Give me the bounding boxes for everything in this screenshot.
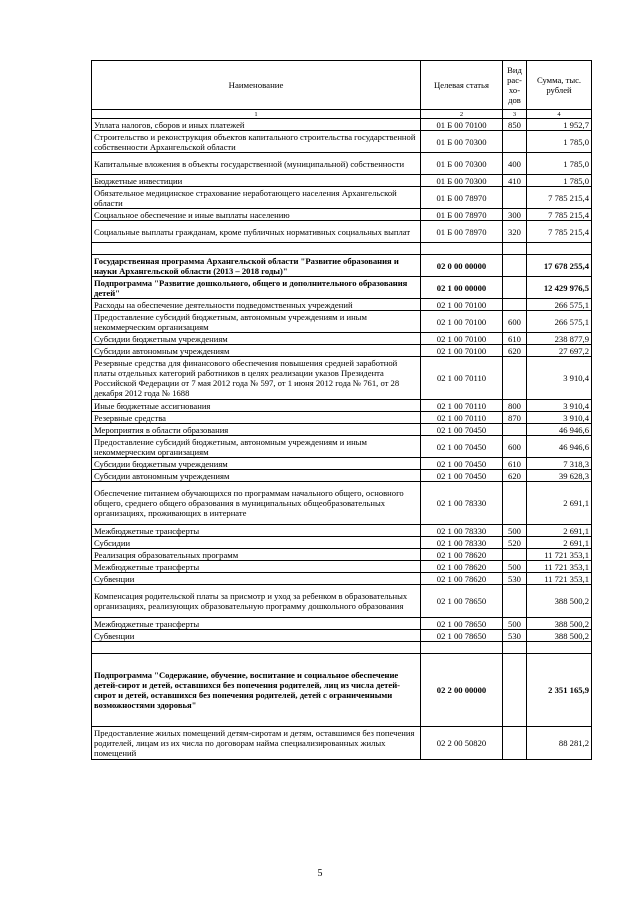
cell-sum: 266 575,1 (527, 311, 592, 333)
cell-sum: 3 910,4 (527, 400, 592, 412)
cell-name: Социальное обеспечение и иные выплаты населению (92, 209, 421, 221)
cell-name: Иные бюджетные ассигнования (92, 400, 421, 412)
cell-code: 02 2 00 00000 (421, 654, 503, 727)
cell-name (92, 642, 421, 654)
table-row (92, 209, 592, 221)
cell-code: 02 1 00 78650 (421, 585, 503, 618)
cell-code: 02 1 00 78620 (421, 573, 503, 585)
cell-sum: 7 785 215,4 (527, 209, 592, 221)
cell-sum: 7 785 215,4 (527, 221, 592, 243)
cell-vid: 500 (503, 561, 527, 573)
cell-sum: 7 318,3 (527, 458, 592, 470)
cell-name: Обеспечение питанием обучающихся по программам начального общего, основного общего, среднего общего образования в муниципальных общеобразовательных организациях, проживающих в интернате (92, 482, 421, 525)
cell-name: Уплата налогов, сборов и иных платежей (92, 119, 421, 131)
cell-vid (503, 482, 527, 525)
table-row (92, 333, 592, 345)
cell-code: 02 2 00 50820 (421, 727, 503, 760)
table-header-row (92, 61, 592, 110)
table-row (92, 221, 592, 243)
cell-code: 02 1 00 78620 (421, 549, 503, 561)
cell-code: 01 Б 00 70100 (421, 119, 503, 131)
table-row (92, 131, 592, 153)
cell-code: 02 1 00 70450 (421, 424, 503, 436)
cell-sum: 266 575,1 (527, 299, 592, 311)
header-code: Целевая статья (421, 61, 503, 110)
table-row (92, 654, 592, 727)
cell-vid: 610 (503, 333, 527, 345)
cell-sum: 3 910,4 (527, 357, 592, 400)
cell-name: Субсидии автономным учреждениям (92, 470, 421, 482)
cell-code: 01 Б 00 78970 (421, 209, 503, 221)
cell-name: Строительство и реконструкция объектов капитального строительства государственной собственности Архангельской области (92, 131, 421, 153)
cell-code: 02 1 00 70450 (421, 470, 503, 482)
cell-code: 02 1 00 70110 (421, 412, 503, 424)
cell-vid (503, 424, 527, 436)
cell-vid (503, 727, 527, 760)
cell-code (421, 243, 503, 255)
cell-code: 02 0 00 00000 (421, 255, 503, 277)
cell-vid (503, 243, 527, 255)
cell-code (421, 642, 503, 654)
cell-vid (503, 549, 527, 561)
cell-code: 01 Б 00 70300 (421, 131, 503, 153)
cell-vid: 300 (503, 209, 527, 221)
cell-vid: 530 (503, 573, 527, 585)
page-number: 5 (317, 868, 323, 879)
table-row (92, 727, 592, 760)
cell-sum: 2 691,1 (527, 537, 592, 549)
cell-name: Субсидии (92, 537, 421, 549)
cell-name: Субсидии бюджетным учреждениям (92, 333, 421, 345)
cell-vid: 600 (503, 436, 527, 458)
table-row (92, 357, 592, 400)
cell-code: 02 1 00 78330 (421, 525, 503, 537)
cell-code: 01 Б 00 70300 (421, 175, 503, 187)
table-row (92, 549, 592, 561)
budget-table (91, 60, 592, 760)
table-row (92, 458, 592, 470)
table-row (92, 573, 592, 585)
column-index: 4 (527, 110, 592, 119)
cell-name: Межбюджетные трансферты (92, 525, 421, 537)
cell-sum: 1 785,0 (527, 131, 592, 153)
cell-sum: 27 697,2 (527, 345, 592, 357)
cell-name: Резервные средства для финансового обеспечения повышения средней заработной платы отдельных категорий работников в целях реализации указов Президента Российской Федерации от 7 мая 2012 года № 597, от 1 июня 2012 года № 761, от 28 декабря 2012 года № 1688 (92, 357, 421, 400)
cell-name: Субсидии бюджетным учреждениям (92, 458, 421, 470)
cell-sum: 388 500,2 (527, 585, 592, 618)
cell-sum: 11 721 353,1 (527, 549, 592, 561)
table-row (92, 618, 592, 630)
cell-code: 02 1 00 78330 (421, 482, 503, 525)
cell-vid: 410 (503, 175, 527, 187)
table-row (92, 175, 592, 187)
cell-code: 01 Б 00 78970 (421, 221, 503, 243)
cell-name: Капитальные вложения в объекты государственной (муниципальной) собственности (92, 153, 421, 175)
cell-sum: 1 785,0 (527, 175, 592, 187)
cell-code: 02 1 00 70100 (421, 299, 503, 311)
table-row (92, 277, 592, 299)
cell-name: Социальные выплаты гражданам, кроме публичных нормативных социальных выплат (92, 221, 421, 243)
cell-vid: 520 (503, 537, 527, 549)
table-row (92, 630, 592, 642)
cell-sum: 388 500,2 (527, 630, 592, 642)
header-name: Наименование (92, 61, 421, 110)
cell-sum: 1 952,7 (527, 119, 592, 131)
cell-vid (503, 654, 527, 727)
cell-vid: 620 (503, 470, 527, 482)
table-row (92, 187, 592, 209)
cell-sum: 11 721 353,1 (527, 573, 592, 585)
table-row (92, 424, 592, 436)
cell-name: Реализация образовательных программ (92, 549, 421, 561)
cell-vid: 530 (503, 630, 527, 642)
cell-vid: 500 (503, 618, 527, 630)
cell-sum: 7 785 215,4 (527, 187, 592, 209)
cell-name: Обязательное медицинское страхование неработающего населения Архангельской области (92, 187, 421, 209)
table-row (92, 482, 592, 525)
cell-code: 02 1 00 70100 (421, 345, 503, 357)
cell-sum: 39 628,3 (527, 470, 592, 482)
table-row (92, 525, 592, 537)
cell-code: 02 1 00 78650 (421, 630, 503, 642)
cell-code: 02 1 00 00000 (421, 277, 503, 299)
column-index: 1 (92, 110, 421, 119)
cell-vid (503, 255, 527, 277)
cell-name: Межбюджетные трансферты (92, 618, 421, 630)
cell-vid: 400 (503, 153, 527, 175)
cell-sum: 12 429 976,5 (527, 277, 592, 299)
cell-name: Межбюджетные трансферты (92, 561, 421, 573)
cell-vid (503, 585, 527, 618)
cell-name: Предоставление жилых помещений детям-сиротам и детям, оставшимся без попечения родителей, лицам из их числа по договорам найма специализированных жилых помещений (92, 727, 421, 760)
cell-name: Мероприятия в области образования (92, 424, 421, 436)
cell-sum (527, 642, 592, 654)
cell-name: Подпрограмма "Развитие дошкольного, общего и дополнительного образования детей" (92, 277, 421, 299)
cell-vid (503, 187, 527, 209)
cell-code: 02 1 00 70450 (421, 458, 503, 470)
cell-name: Расходы на обеспечение деятельности подведомственных учреждений (92, 299, 421, 311)
cell-code: 02 1 00 70100 (421, 333, 503, 345)
cell-code: 01 Б 00 78970 (421, 187, 503, 209)
cell-code: 02 1 00 70110 (421, 357, 503, 400)
cell-vid: 320 (503, 221, 527, 243)
cell-sum: 46 946,6 (527, 424, 592, 436)
cell-name: Субсидии автономным учреждениям (92, 345, 421, 357)
cell-vid (503, 642, 527, 654)
cell-vid: 870 (503, 412, 527, 424)
cell-vid: 500 (503, 525, 527, 537)
cell-code: 02 1 00 78620 (421, 561, 503, 573)
cell-vid: 850 (503, 119, 527, 131)
cell-name: Государственная программа Архангельской области "Развитие образования и науки Архангельской области (2013 – 2018 годы)" (92, 255, 421, 277)
cell-sum: 3 910,4 (527, 412, 592, 424)
table-row (92, 412, 592, 424)
table-row (92, 153, 592, 175)
header-sum: Сумма, тыс. рублей (527, 61, 592, 110)
cell-name: Субвенции (92, 630, 421, 642)
table-row (92, 585, 592, 618)
cell-code: 02 1 00 78650 (421, 618, 503, 630)
cell-name: Предоставление субсидий бюджетным, автономным учреждениям и иным некоммерческим организациям (92, 311, 421, 333)
cell-sum: 2 691,1 (527, 482, 592, 525)
cell-vid: 620 (503, 345, 527, 357)
cell-vid (503, 357, 527, 400)
table-row (92, 311, 592, 333)
cell-sum: 17 678 255,4 (527, 255, 592, 277)
cell-name: Компенсация родительской платы за присмотр и уход за ребенком в образовательных организациях, реализующих образовательную программу дошкольного образования (92, 585, 421, 618)
cell-name: Предоставление субсидий бюджетным, автономным учреждениям и иным некоммерческим организациям (92, 436, 421, 458)
cell-name (92, 243, 421, 255)
cell-vid (503, 277, 527, 299)
cell-vid (503, 131, 527, 153)
cell-sum: 2 351 165,9 (527, 654, 592, 727)
header-vid: Вид рас- хо- дов (503, 61, 527, 110)
table-row (92, 345, 592, 357)
cell-sum: 238 877,9 (527, 333, 592, 345)
cell-code: 01 Б 00 70300 (421, 153, 503, 175)
column-index: 2 (421, 110, 503, 119)
table-row (92, 299, 592, 311)
table-row (92, 119, 592, 131)
cell-vid (503, 299, 527, 311)
cell-sum: 1 785,0 (527, 153, 592, 175)
table-row (92, 400, 592, 412)
cell-sum: 11 721 353,1 (527, 561, 592, 573)
cell-name: Резервные средства (92, 412, 421, 424)
cell-code: 02 1 00 78330 (421, 537, 503, 549)
cell-sum: 46 946,6 (527, 436, 592, 458)
table-row (92, 470, 592, 482)
cell-name: Субвенции (92, 573, 421, 585)
column-index: 3 (503, 110, 527, 119)
cell-vid: 610 (503, 458, 527, 470)
budget-table-page (91, 60, 591, 760)
table-row (92, 561, 592, 573)
cell-name: Подпрограмма "Содержание, обучение, воспитание и социальное обеспечение детей-сирот и детей, оставшихся без попечения родителей, лиц из числа детей-сирот и детей, оставшихся без попечения родителей, детей с ограниченными возможностями здоровья" (92, 654, 421, 727)
spacer-row (92, 243, 592, 255)
cell-sum: 388 500,2 (527, 618, 592, 630)
cell-code: 02 1 00 70110 (421, 400, 503, 412)
cell-sum: 88 281,2 (527, 727, 592, 760)
cell-vid: 600 (503, 311, 527, 333)
table-row (92, 436, 592, 458)
spacer-row (92, 642, 592, 654)
cell-name: Бюджетные инвестиции (92, 175, 421, 187)
column-index-row (92, 110, 592, 119)
cell-code: 02 1 00 70100 (421, 311, 503, 333)
cell-code: 02 1 00 70450 (421, 436, 503, 458)
cell-sum: 2 691,1 (527, 525, 592, 537)
table-row (92, 255, 592, 277)
table-row (92, 537, 592, 549)
cell-sum (527, 243, 592, 255)
cell-vid: 800 (503, 400, 527, 412)
table-body (92, 119, 592, 760)
